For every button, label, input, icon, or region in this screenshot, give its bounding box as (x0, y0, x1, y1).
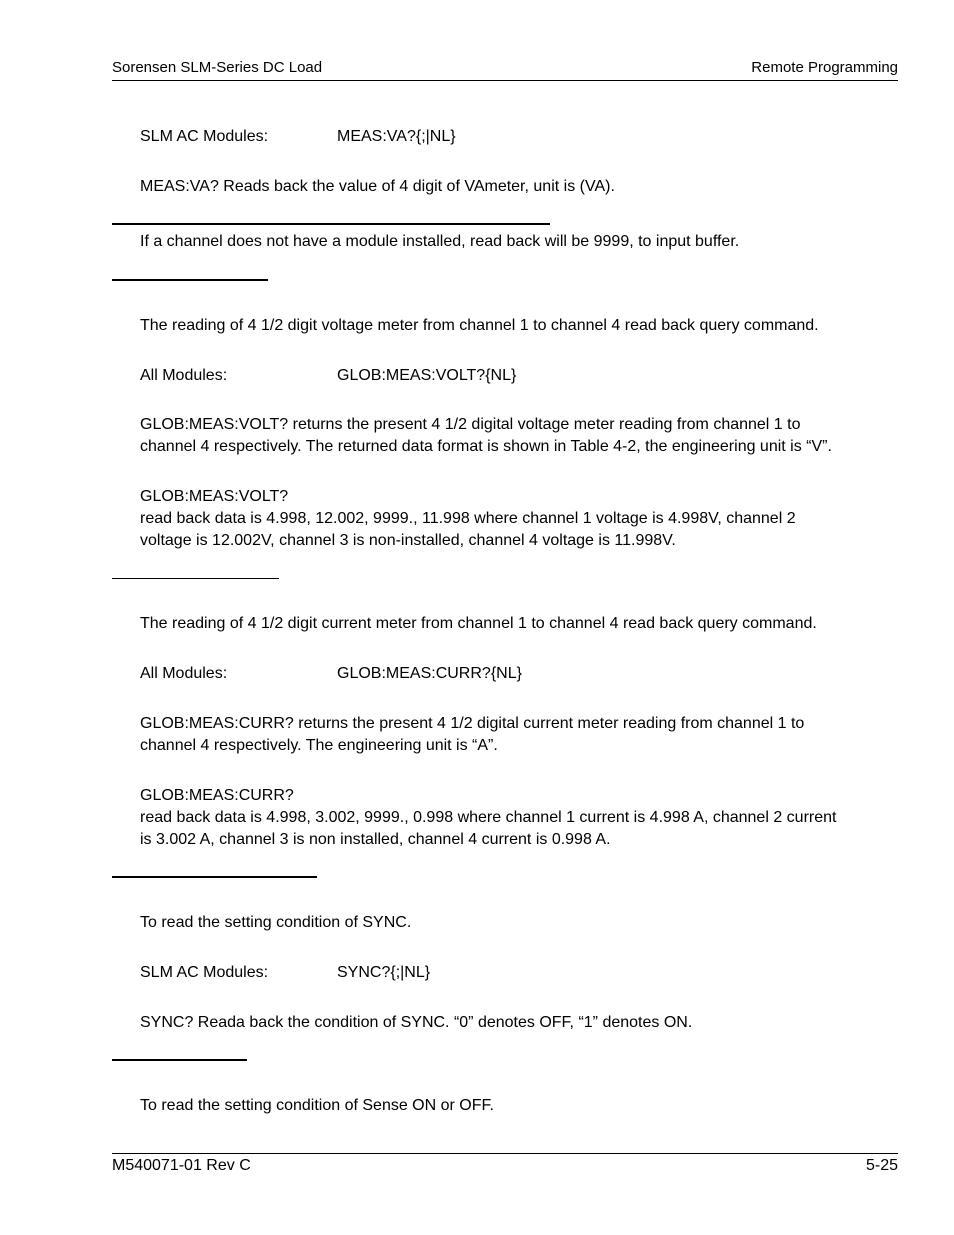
glob-curr-syntax-label: All Modules: (140, 665, 228, 682)
glob-volt-example-line2: voltage is 12.002V, channel 3 is non-installed, channel 4 voltage is 11.998V. (140, 532, 676, 549)
page-number: 5-25 (865, 1157, 898, 1174)
glob-curr-example-line1: read back data is 4.998, 3.002, 9999., 0.998 where channel 1 current is 4.998 A, channel 2 current (140, 809, 837, 826)
footer-left: M540071-01 Rev C (112, 1157, 251, 1174)
sync-syntax-label: SLM AC Modules: (140, 964, 269, 981)
glob-volt-syntax-value: GLOB:MEAS:VOLT?{NL} (337, 367, 517, 384)
section-rule-note (112, 223, 550, 225)
glob-curr-desc-line2: channel 4 respectively. The engineering unit is “A”. (140, 737, 498, 754)
glob-curr-desc-line1: GLOB:MEAS:CURR? returns the present 4 1/2 digital current meter reading from channel 1 to (140, 715, 805, 732)
sync-syntax-value: SYNC?{;|NL} (337, 964, 431, 981)
va-syntax-label: SLM AC Modules: (140, 128, 269, 145)
glob-volt-syntax-label: All Modules: (140, 367, 228, 384)
sync-intro: To read the setting condition of SYNC. (140, 914, 412, 931)
glob-volt-intro: The reading of 4 1/2 digit voltage meter from channel 1 to channel 4 read back query command. (140, 317, 819, 334)
glob-curr-example-line2: is 3.002 A, channel 3 is non installed, channel 4 current is 0.998 A. (140, 831, 611, 848)
section-rule-glob-volt (112, 279, 268, 281)
glob-curr-intro: The reading of 4 1/2 digit current meter from channel 1 to channel 4 read back query command. (140, 615, 817, 632)
glob-volt-example-line1: read back data is 4.998, 12.002, 9999., 11.998 where channel 1 voltage is 4.998V, channel 2 (140, 510, 796, 527)
section-rule-sync (112, 876, 317, 878)
section-rule-sense (112, 1059, 247, 1061)
header-right: Remote Programming (751, 59, 898, 76)
footer-rule (112, 1153, 898, 1154)
glob-volt-desc-line2: channel 4 respectively. The returned data format is shown in Table 4-2, the engineering unit is “V”. (140, 438, 832, 455)
glob-volt-desc-line1: GLOB:MEAS:VOLT? returns the present 4 1/2 digital voltage meter reading from channel 1 to (140, 416, 801, 433)
va-description: MEAS:VA? Reads back the value of 4 digit of VAmeter, unit is (VA). (140, 178, 615, 195)
header-rule (112, 80, 898, 81)
sync-description: SYNC? Reada back the condition of SYNC. “0” denotes OFF, “1” denotes ON. (140, 1014, 693, 1031)
section-rule-glob-curr (112, 578, 279, 579)
sense-intro: To read the setting condition of Sense ON or OFF. (140, 1097, 494, 1114)
va-syntax-value: MEAS:VA?{;|NL} (337, 128, 456, 145)
glob-volt-example-cmd: GLOB:MEAS:VOLT? (140, 488, 289, 505)
glob-curr-example-cmd: GLOB:MEAS:CURR? (140, 787, 294, 804)
header-left: Sorensen SLM-Series DC Load (112, 59, 323, 76)
note-text: If a channel does not have a module installed, read back will be 9999, to input buffer. (140, 233, 740, 250)
glob-curr-syntax-value: GLOB:MEAS:CURR?{NL} (337, 665, 522, 682)
